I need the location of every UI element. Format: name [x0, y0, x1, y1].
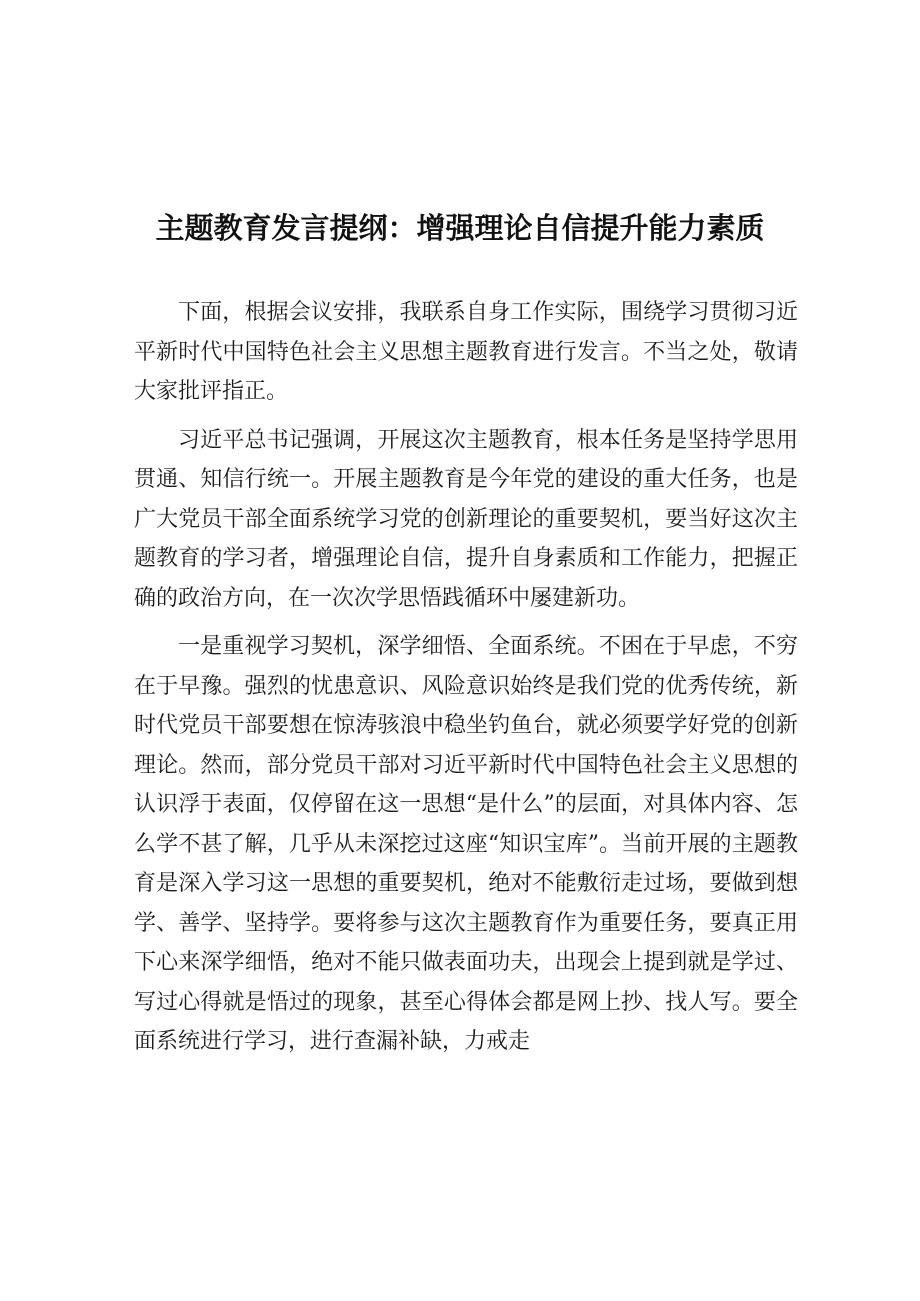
paragraph-intro: 下面，根据会议安排，我联系自身工作实际，围绕学习贯彻习近平新时代中国特色社会主义思想主题教育进行发言。不当之处，敬请大家批评指正。 — [134, 300, 798, 404]
document-title: 主题教育发言提纲：增强理论自信提升能力素质 — [155, 211, 765, 245]
paragraph-point-one: 一是重视学习契机，深学细悟、全面系统。不困在于早虑，不穷在于早豫。强烈的忧患意识、风险意识始终是我们党的优秀传统，新时代党员干部要想在惊涛骇浪中稳坐钓鱼台，就必须要学好党的创新理论。然而，部分党员干部对习近平新时代中国特色社会主义思想的认识浮于表面，仅停留在这一思想“是什么”的层面，对具体内容、怎么学不甚了解，几乎从未深挖过这座“知识宝库”。当前开展的主题教育是深入学习这一思想的重要契机，绝对不能敷衍走过场，要做到想学、善学、坚持学。要将参与这次主题教育作为重要任务，要真正用下心来深学细悟，绝对不能只做表面功夫，出现会上提到就是学过、写过心得就是悟过的现象，甚至心得体会都是网上抄、找人写。要全面系统进行学习，进行查漏补缺，力戒走 — [134, 634, 798, 1054]
document-body — [134, 293, 798, 1071]
paragraph-background: 习近平总书记强调，开展这次主题教育，根本任务是坚持学思用贯通、知信行统一。开展主题教育是今年党的建设的重大任务，也是广大党员干部全面系统学习党的创新理论的重要契机，要当好这次主题教育的学习者，增强理论自信，提升自身素质和工作能力，把握正确的政治方向，在一次次学思悟践循环中屡建新功。 — [134, 427, 798, 611]
